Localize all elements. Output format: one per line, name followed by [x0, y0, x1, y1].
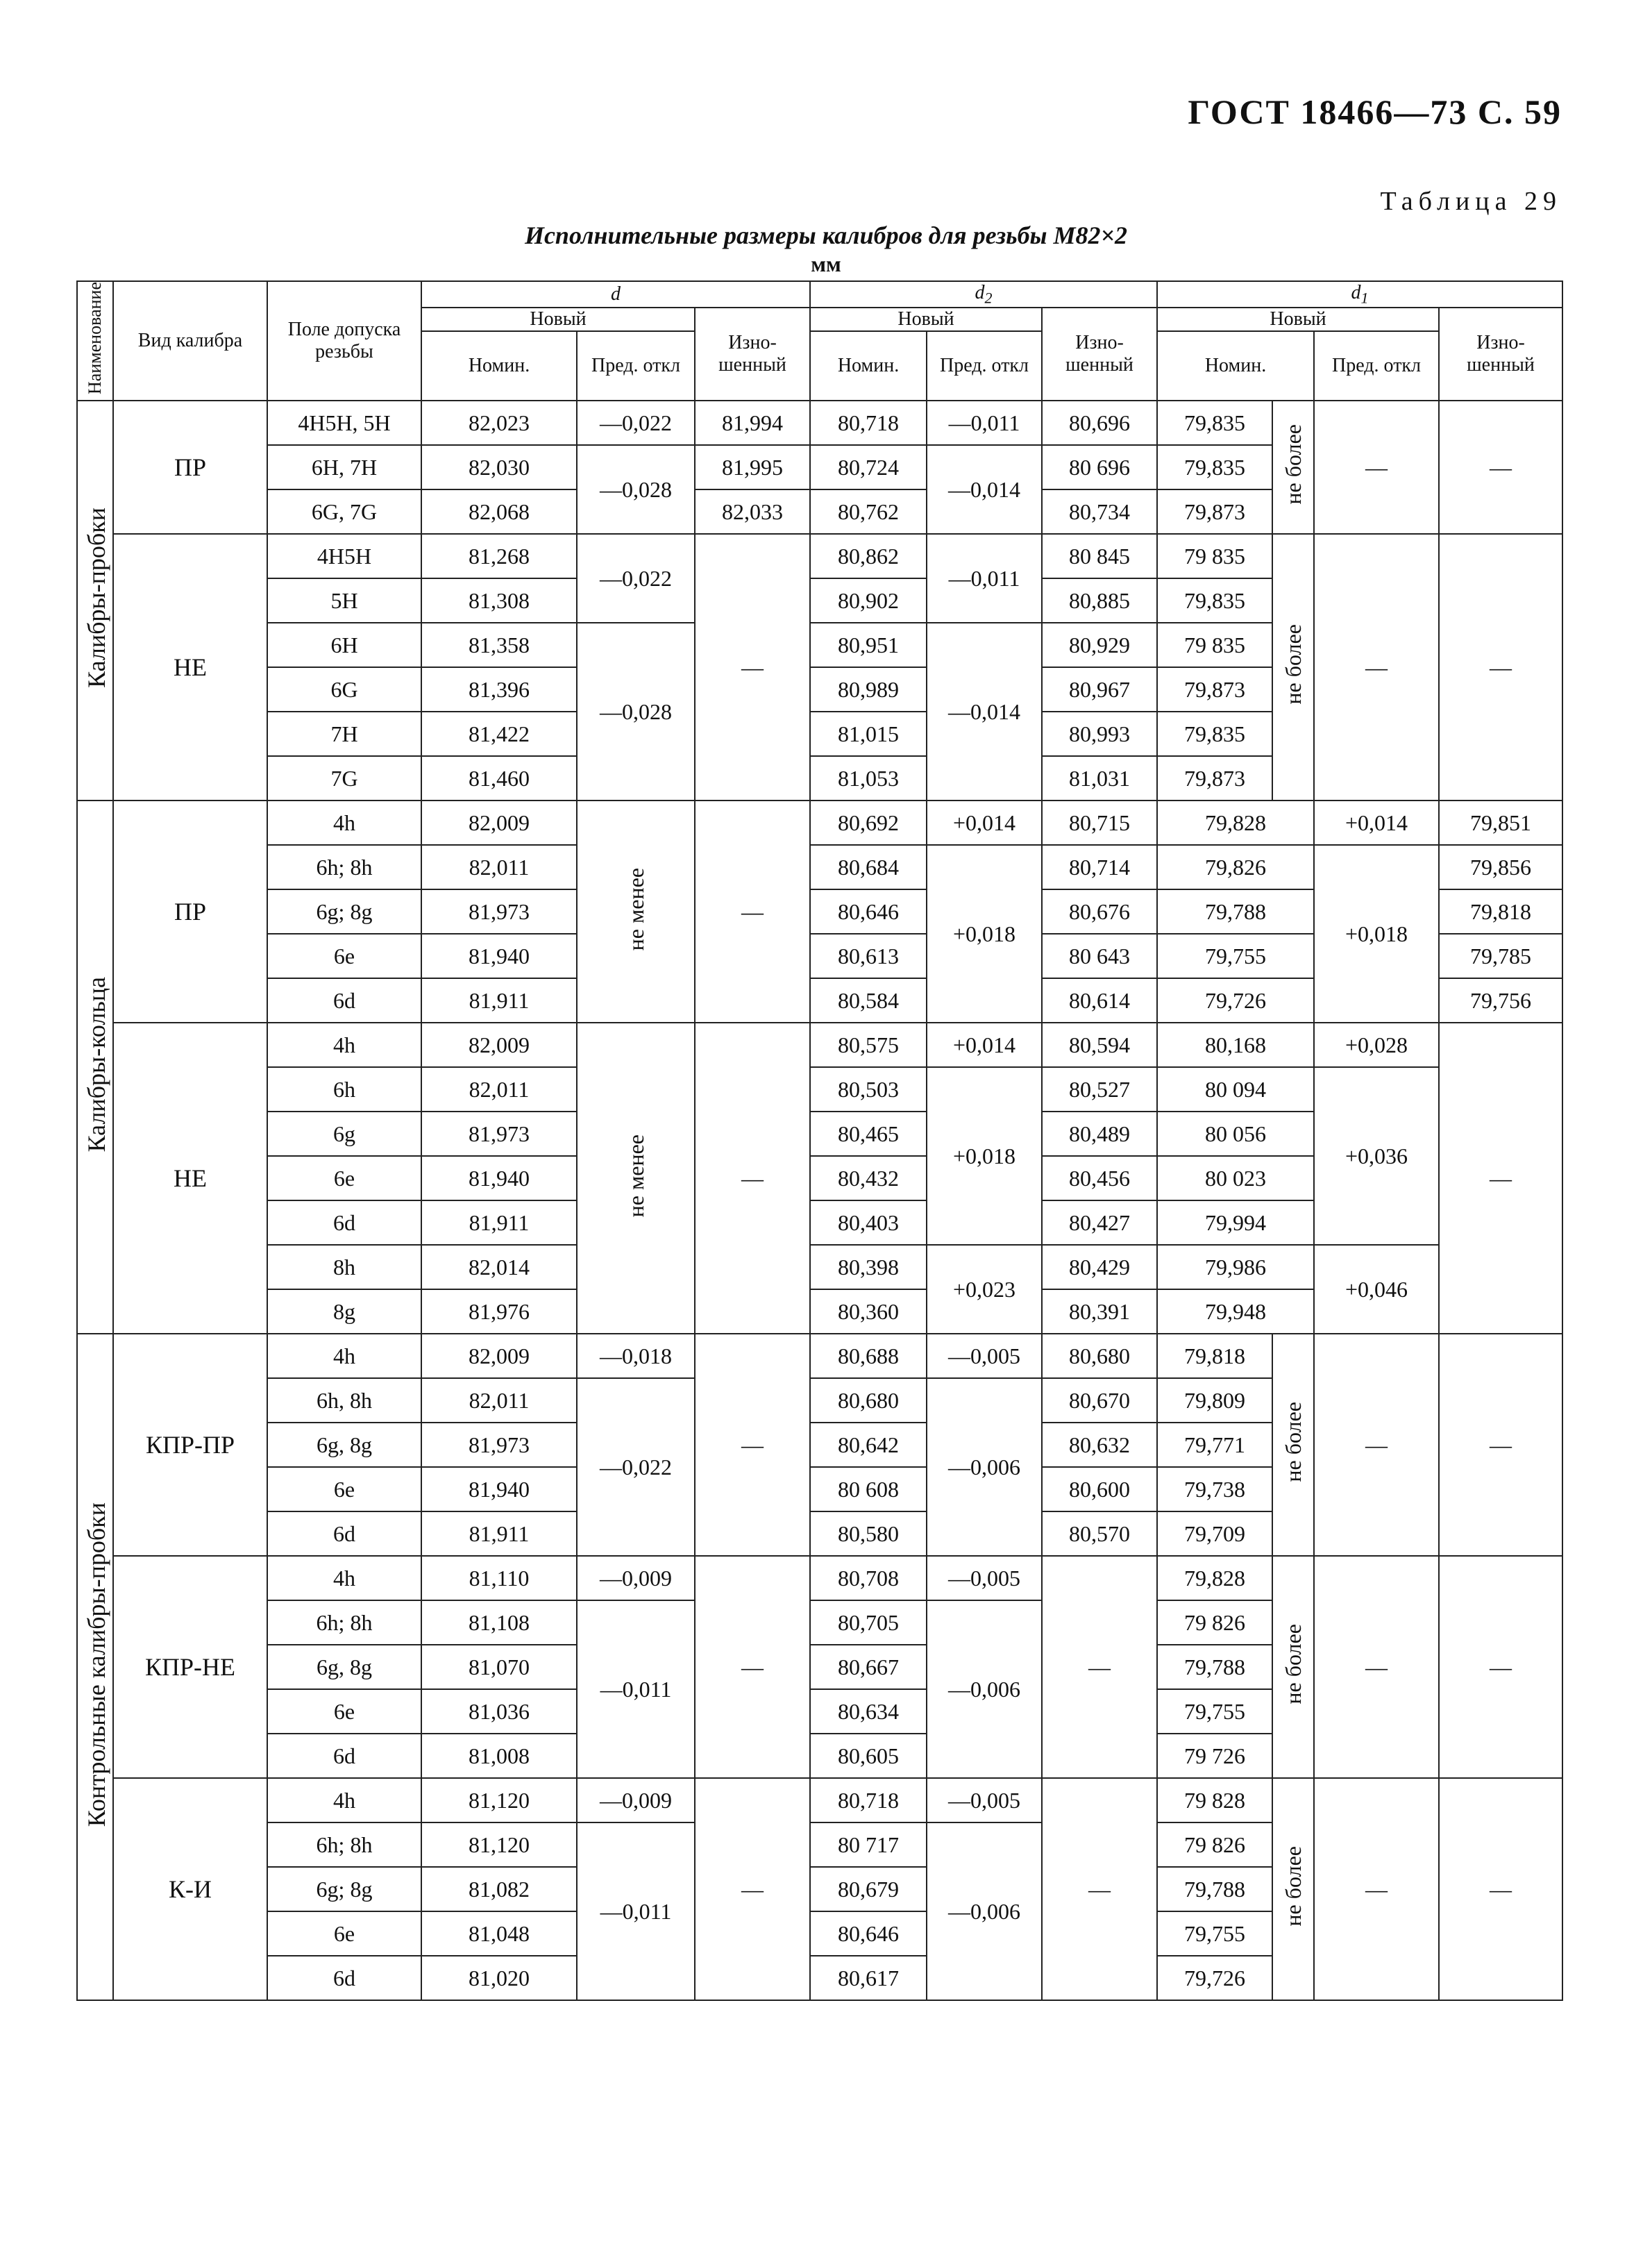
header-field: Поле допуска резьбы — [267, 281, 421, 401]
d2-nom-cell: 80,989 — [810, 667, 927, 712]
d2-dev-cell: —0,005 — [927, 1334, 1042, 1378]
d2-worn-cell: 80,391 — [1042, 1289, 1157, 1334]
d2-nom-cell: 80,465 — [810, 1112, 927, 1156]
d2-dev-cell: +0,014 — [927, 801, 1042, 845]
d1-nom-cell: 79,828 — [1157, 1556, 1272, 1600]
field-cell: 6h; 8h — [267, 1600, 421, 1645]
d-nom-cell: 81,396 — [421, 667, 577, 712]
d2-nom-cell: 80,642 — [810, 1423, 927, 1467]
d-worn-cell: — — [695, 1334, 810, 1556]
d1-nom-cell: 79 835 — [1157, 623, 1272, 667]
d2-worn-cell: 80 643 — [1042, 934, 1157, 978]
d2-worn-cell: 80,714 — [1042, 845, 1157, 889]
d1-nom-cell: 79,788 — [1157, 1645, 1272, 1689]
d2-nom-cell: 80,613 — [810, 934, 927, 978]
d2-worn-cell: 80,570 — [1042, 1511, 1157, 1556]
d-nom-cell: 82,030 — [421, 445, 577, 489]
d1-nom-cell: 79,835 — [1157, 578, 1272, 623]
d2-dev-cell: —0,011 — [927, 534, 1042, 623]
d1-nom-cell: 79,835 — [1157, 445, 1272, 489]
field-cell: 6g; 8g — [267, 1867, 421, 1911]
d2-dev-cell: —0,006 — [927, 1378, 1042, 1556]
d2-worn-cell: 80,993 — [1042, 712, 1157, 756]
d-dev-cell: не менее — [577, 801, 695, 1023]
d-nom-cell: 81,940 — [421, 1156, 577, 1200]
d1-worn-cell: — — [1439, 1023, 1562, 1334]
d2-nom-cell: 80,667 — [810, 1645, 927, 1689]
d2-nom-cell: 80,403 — [810, 1200, 927, 1245]
d-nom-cell: 81,973 — [421, 889, 577, 934]
header-d2-nom: Номин. — [810, 331, 927, 401]
d1-nom-cell: 79,755 — [1157, 934, 1314, 978]
header-d2-dev: Пред. откл — [927, 331, 1042, 401]
header-d2: $d_2$ — [810, 281, 1157, 308]
d-worn-cell: — — [695, 534, 810, 801]
table-row — [77, 1023, 1562, 1067]
d1-nom-cell: 79 835 — [1157, 534, 1272, 578]
d-nom-cell: 82,011 — [421, 845, 577, 889]
d1-nom-cell: 79,828 — [1157, 801, 1314, 845]
d2-worn-cell: — — [1042, 1556, 1157, 1778]
field-cell: 6G — [267, 667, 421, 712]
header-kind: Вид калибра — [113, 281, 267, 401]
d2-nom-cell: 80,708 — [810, 1556, 927, 1600]
kind-label: ПР — [113, 801, 267, 1023]
table-title: Исполнительные размеры калибров для резьбы М82×2 — [524, 221, 1128, 249]
d1-dev-cell: +0,014 — [1314, 801, 1439, 845]
d1-nom-cell: 79,818 — [1157, 1334, 1272, 1378]
header-d1: $d_1$ — [1157, 281, 1562, 308]
field-cell: 6H, 7H — [267, 445, 421, 489]
limit-mark: не более — [1272, 1334, 1314, 1556]
field-cell: 4h — [267, 1556, 421, 1600]
d1-nom-cell: 80,168 — [1157, 1023, 1314, 1067]
kind-label: ПР — [113, 401, 267, 534]
d2-worn-cell: 80,680 — [1042, 1334, 1157, 1378]
table-number: Таблица 29 — [1380, 187, 1562, 216]
table-unit: мм — [811, 251, 841, 276]
field-cell: 6e — [267, 1156, 421, 1200]
d-nom-cell: 81,911 — [421, 1200, 577, 1245]
table-row — [77, 1245, 1562, 1289]
d2-nom-cell: 80,680 — [810, 1378, 927, 1423]
d-dev-cell: —0,028 — [577, 445, 695, 534]
d1-nom-cell: 79,788 — [1157, 1867, 1272, 1911]
d1-dev-cell: — — [1314, 401, 1439, 534]
d2-nom-cell: 80,679 — [810, 1867, 927, 1911]
d-nom-cell: 81,973 — [421, 1423, 577, 1467]
d-nom-cell: 81,048 — [421, 1911, 577, 1956]
field-cell: 6d — [267, 1956, 421, 2000]
d1-nom-cell: 79 726 — [1157, 1734, 1272, 1778]
field-cell: 6h, 8h — [267, 1378, 421, 1423]
table-row — [77, 534, 1562, 578]
d1-dev-cell: — — [1314, 1334, 1439, 1556]
d-dev-cell: —0,009 — [577, 1778, 695, 1822]
field-cell: 4H5H — [267, 534, 421, 578]
d2-dev-cell: —0,006 — [927, 1600, 1042, 1778]
d1-worn-cell: 79,856 — [1439, 845, 1562, 889]
kind-label: НЕ — [113, 534, 267, 801]
field-cell: 6d — [267, 978, 421, 1023]
field-cell: 4H5H, 5H — [267, 401, 421, 445]
d-dev-cell: не менее — [577, 1023, 695, 1334]
field-cell: 4h — [267, 1334, 421, 1378]
kind-label: К-И — [113, 1778, 267, 2000]
field-cell: 6h; 8h — [267, 1822, 421, 1867]
d-nom-cell: 82,014 — [421, 1245, 577, 1289]
header-d1-dev: Пред. откл — [1314, 331, 1439, 401]
d1-nom-cell: 79,726 — [1157, 978, 1314, 1023]
d1-dev-cell: — — [1314, 1778, 1439, 2000]
d1-nom-cell: 79,873 — [1157, 489, 1272, 534]
d2-dev-cell: —0,005 — [927, 1778, 1042, 1822]
field-cell: 6g, 8g — [267, 1423, 421, 1467]
field-cell: 6h — [267, 1067, 421, 1112]
d2-nom-cell: 80,862 — [810, 534, 927, 578]
kind-label: КПР-НЕ — [113, 1556, 267, 1778]
d2-worn-cell: 80,600 — [1042, 1467, 1157, 1511]
d-nom-cell: 81,120 — [421, 1822, 577, 1867]
d-nom-cell: 81,308 — [421, 578, 577, 623]
d2-worn-cell: 80,527 — [1042, 1067, 1157, 1112]
d1-nom-cell: 80 094 — [1157, 1067, 1314, 1112]
d-nom-cell: 81,976 — [421, 1289, 577, 1334]
d2-dev-cell: +0,023 — [927, 1245, 1042, 1334]
field-cell: 7H — [267, 712, 421, 756]
d-dev-cell: —0,018 — [577, 1334, 695, 1378]
d2-nom-cell: 80,646 — [810, 889, 927, 934]
d2-worn-cell: 80,456 — [1042, 1156, 1157, 1200]
field-cell: 4h — [267, 1023, 421, 1067]
d2-dev-cell: —0,005 — [927, 1556, 1042, 1600]
d-worn-cell: 81,994 — [695, 401, 810, 445]
d2-worn-cell: 80,967 — [1042, 667, 1157, 712]
d-nom-cell: 81,422 — [421, 712, 577, 756]
header-d2-new: Новый — [810, 308, 1042, 331]
d2-nom-cell: 80,762 — [810, 489, 927, 534]
d-nom-cell: 81,120 — [421, 1778, 577, 1822]
group-label: Калибры-кольца — [77, 801, 113, 1334]
d1-worn-cell: — — [1439, 1334, 1562, 1556]
d2-nom-cell: 80,902 — [810, 578, 927, 623]
d1-nom-cell: 79,726 — [1157, 1956, 1272, 2000]
d2-nom-cell: 80,684 — [810, 845, 927, 889]
d1-nom-cell: 80 056 — [1157, 1112, 1314, 1156]
d-nom-cell: 81,020 — [421, 1956, 577, 2000]
d-nom-cell: 81,940 — [421, 1467, 577, 1511]
d1-worn-cell: 79,818 — [1439, 889, 1562, 934]
d2-nom-cell: 80,634 — [810, 1689, 927, 1734]
d2-worn-cell: 80,929 — [1042, 623, 1157, 667]
field-cell: 6g — [267, 1112, 421, 1156]
limit-mark: не более — [1272, 1778, 1314, 2000]
d-dev-cell: —0,009 — [577, 1556, 695, 1600]
d1-nom-cell: 79,755 — [1157, 1911, 1272, 1956]
field-cell: 4h — [267, 801, 421, 845]
d2-dev-cell: +0,014 — [927, 1023, 1042, 1067]
d2-nom-cell: 80,580 — [810, 1511, 927, 1556]
field-cell: 6H — [267, 623, 421, 667]
d2-worn-cell: 80 845 — [1042, 534, 1157, 578]
d-nom-cell: 81,036 — [421, 1689, 577, 1734]
field-cell: 6e — [267, 1689, 421, 1734]
d2-nom-cell: 80,692 — [810, 801, 927, 845]
header-d: d — [421, 281, 810, 308]
d2-worn-cell: 80,885 — [1042, 578, 1157, 623]
d-nom-cell: 81,082 — [421, 1867, 577, 1911]
d-nom-cell: 82,011 — [421, 1378, 577, 1423]
d2-nom-cell: 80,398 — [810, 1245, 927, 1289]
limit-mark: не более — [1272, 534, 1314, 801]
header-d-worn: Изно-шенный — [695, 308, 810, 401]
d1-worn-cell: — — [1439, 1556, 1562, 1778]
d-nom-cell: 81,358 — [421, 623, 577, 667]
d2-nom-cell: 80,360 — [810, 1289, 927, 1334]
d1-dev-cell: +0,036 — [1314, 1067, 1439, 1245]
d2-nom-cell: 80,646 — [810, 1911, 927, 1956]
d1-worn-cell: 79,785 — [1439, 934, 1562, 978]
table-row — [77, 401, 1562, 445]
d1-worn-cell: 79,851 — [1439, 801, 1562, 845]
d2-worn-cell: 80,489 — [1042, 1112, 1157, 1156]
d-worn-cell: 82,033 — [695, 489, 810, 534]
d1-worn-cell: — — [1439, 1778, 1562, 2000]
d2-worn-cell: 80,676 — [1042, 889, 1157, 934]
d-nom-cell: 81,008 — [421, 1734, 577, 1778]
d1-dev-cell: — — [1314, 534, 1439, 801]
d2-worn-cell: 80,734 — [1042, 489, 1157, 534]
d1-nom-cell: 79,709 — [1157, 1511, 1272, 1556]
d-worn-cell: — — [695, 1556, 810, 1778]
d-nom-cell: 81,460 — [421, 756, 577, 801]
d2-worn-cell: 80,614 — [1042, 978, 1157, 1023]
d-nom-cell: 81,973 — [421, 1112, 577, 1156]
d-worn-cell: — — [695, 1023, 810, 1334]
field-cell: 6G, 7G — [267, 489, 421, 534]
kind-label: КПР-ПР — [113, 1334, 267, 1556]
d2-dev-cell: +0,018 — [927, 845, 1042, 1023]
d2-worn-cell: — — [1042, 1778, 1157, 2000]
field-cell: 4h — [267, 1778, 421, 1822]
d1-nom-cell: 79 826 — [1157, 1822, 1272, 1867]
d2-worn-cell: 80,632 — [1042, 1423, 1157, 1467]
d2-dev-cell: +0,018 — [927, 1067, 1042, 1245]
d2-worn-cell: 80,429 — [1042, 1245, 1157, 1289]
header-d-nom: Номин. — [421, 331, 577, 401]
d1-nom-cell: 79,873 — [1157, 756, 1272, 801]
field-cell: 6e — [267, 934, 421, 978]
d-nom-cell: 82,009 — [421, 1334, 577, 1378]
field-cell: 5H — [267, 578, 421, 623]
d-nom-cell: 82,009 — [421, 801, 577, 845]
d1-nom-cell: 79,826 — [1157, 845, 1314, 889]
d2-nom-cell: 80,718 — [810, 401, 927, 445]
d-nom-cell: 81,940 — [421, 934, 577, 978]
d2-worn-cell: 80,696 — [1042, 401, 1157, 445]
table-header — [77, 281, 1562, 401]
field-cell: 8h — [267, 1245, 421, 1289]
d1-nom-cell: 79,986 — [1157, 1245, 1314, 1289]
d-nom-cell: 81,268 — [421, 534, 577, 578]
d2-worn-cell: 81,031 — [1042, 756, 1157, 801]
d2-dev-cell: —0,006 — [927, 1822, 1042, 2000]
d1-nom-cell: 80 023 — [1157, 1156, 1314, 1200]
d1-worn-cell: — — [1439, 401, 1562, 534]
d2-worn-cell: 80,594 — [1042, 1023, 1157, 1067]
field-cell: 6e — [267, 1467, 421, 1511]
d2-nom-cell: 80,951 — [810, 623, 927, 667]
d2-nom-cell: 80 608 — [810, 1467, 927, 1511]
d1-nom-cell: 79,948 — [1157, 1289, 1314, 1334]
d2-worn-cell: 80,427 — [1042, 1200, 1157, 1245]
d-nom-cell: 82,011 — [421, 1067, 577, 1112]
header-d-new: Новый — [421, 308, 695, 331]
field-cell: 6d — [267, 1511, 421, 1556]
d-dev-cell: —0,028 — [577, 623, 695, 801]
d2-nom-cell: 81,053 — [810, 756, 927, 801]
d2-nom-cell: 80 717 — [810, 1822, 927, 1867]
d-nom-cell: 81,911 — [421, 1511, 577, 1556]
d1-worn-cell: 79,756 — [1439, 978, 1562, 1023]
d-nom-cell: 81,070 — [421, 1645, 577, 1689]
d-nom-cell: 82,009 — [421, 1023, 577, 1067]
header-name: Наименование — [77, 281, 113, 401]
field-cell: 8g — [267, 1289, 421, 1334]
d1-nom-cell: 79 826 — [1157, 1600, 1272, 1645]
field-cell: 6g, 8g — [267, 1645, 421, 1689]
d-nom-cell: 82,068 — [421, 489, 577, 534]
d1-nom-cell: 79 828 — [1157, 1778, 1272, 1822]
d2-nom-cell: 81,015 — [810, 712, 927, 756]
table-body — [77, 401, 1562, 2000]
d1-nom-cell: 79,738 — [1157, 1467, 1272, 1511]
d-worn-cell: — — [695, 1778, 810, 2000]
d1-dev-cell: +0,018 — [1314, 845, 1439, 1023]
d1-dev-cell: — — [1314, 1556, 1439, 1778]
field-cell: 7G — [267, 756, 421, 801]
d2-dev-cell: —0,014 — [927, 445, 1042, 534]
table-row — [77, 1067, 1562, 1112]
table-row — [77, 1778, 1562, 1822]
d1-nom-cell: 79,835 — [1157, 401, 1272, 445]
d1-dev-cell: +0,028 — [1314, 1023, 1439, 1067]
d2-nom-cell: 80,617 — [810, 1956, 927, 2000]
field-cell: 6d — [267, 1200, 421, 1245]
d-dev-cell: —0,011 — [577, 1822, 695, 2000]
header-d1-new: Новый — [1157, 308, 1439, 331]
d2-nom-cell: 80,718 — [810, 1778, 927, 1822]
d1-nom-cell: 79,809 — [1157, 1378, 1272, 1423]
d1-nom-cell: 79,788 — [1157, 889, 1314, 934]
header-d-dev: Пред. откл — [577, 331, 695, 401]
header-d1-worn: Изно-шенный — [1439, 308, 1562, 401]
d-nom-cell: 81,911 — [421, 978, 577, 1023]
gauge-table — [76, 280, 1563, 2001]
field-cell: 6e — [267, 1911, 421, 1956]
d-dev-cell: —0,022 — [577, 1378, 695, 1556]
d2-nom-cell: 80,584 — [810, 978, 927, 1023]
d2-nom-cell: 80,705 — [810, 1600, 927, 1645]
d-worn-cell: — — [695, 801, 810, 1023]
d2-nom-cell: 80,688 — [810, 1334, 927, 1378]
d2-worn-cell: 80 696 — [1042, 445, 1157, 489]
limit-mark: не более — [1272, 401, 1314, 534]
d2-worn-cell: 80,715 — [1042, 801, 1157, 845]
table-row — [77, 845, 1562, 889]
group-label: Контрольные калибры-пробки — [77, 1334, 113, 2000]
d-nom-cell: 81,108 — [421, 1600, 577, 1645]
d-nom-cell: 82,023 — [421, 401, 577, 445]
group-label: Калибры-пробки — [77, 401, 113, 801]
d-nom-cell: 81,110 — [421, 1556, 577, 1600]
page-header: ГОСТ 18466—73 С. 59 — [1188, 92, 1562, 131]
d-worn-cell: 81,995 — [695, 445, 810, 489]
table-row — [77, 1556, 1562, 1600]
limit-mark: не более — [1272, 1556, 1314, 1778]
d1-nom-cell: 79,771 — [1157, 1423, 1272, 1467]
d1-nom-cell: 79,835 — [1157, 712, 1272, 756]
d2-nom-cell: 80,575 — [810, 1023, 927, 1067]
d2-nom-cell: 80,432 — [810, 1156, 927, 1200]
header-d1-nom: Номин. — [1157, 331, 1314, 401]
d-dev-cell: —0,022 — [577, 401, 695, 445]
d2-dev-cell: —0,011 — [927, 401, 1042, 445]
d2-dev-cell: —0,014 — [927, 623, 1042, 801]
d2-nom-cell: 80,503 — [810, 1067, 927, 1112]
field-cell: 6g; 8g — [267, 889, 421, 934]
d-dev-cell: —0,011 — [577, 1600, 695, 1778]
d2-worn-cell: 80,670 — [1042, 1378, 1157, 1423]
field-cell: 6h; 8h — [267, 845, 421, 889]
table-row — [77, 1334, 1562, 1378]
d1-dev-cell: +0,046 — [1314, 1245, 1439, 1334]
d1-nom-cell: 79,755 — [1157, 1689, 1272, 1734]
d2-nom-cell: 80,605 — [810, 1734, 927, 1778]
d1-worn-cell: — — [1439, 534, 1562, 801]
kind-label: НЕ — [113, 1023, 267, 1334]
d1-nom-cell: 79,994 — [1157, 1200, 1314, 1245]
field-cell: 6d — [267, 1734, 421, 1778]
d-dev-cell: —0,022 — [577, 534, 695, 623]
d2-nom-cell: 80,724 — [810, 445, 927, 489]
d1-nom-cell: 79,873 — [1157, 667, 1272, 712]
header-d2-worn: Изно-шенный — [1042, 308, 1157, 401]
table-row — [77, 801, 1562, 845]
